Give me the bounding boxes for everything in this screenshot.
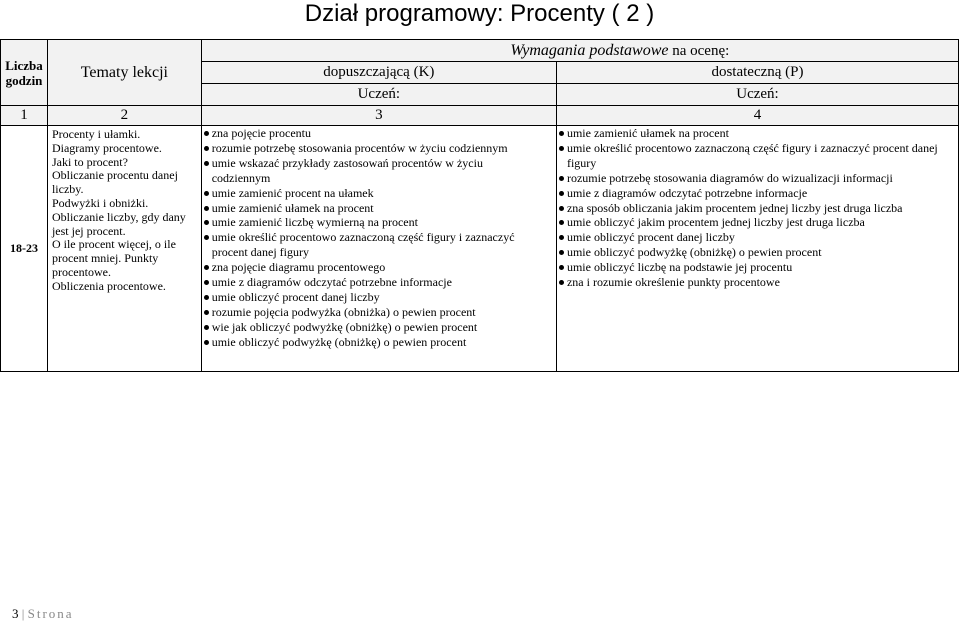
curriculum-table bbox=[0, 39, 959, 372]
student-p-label: Uczeń: bbox=[556, 84, 958, 106]
column-number-1: 1 bbox=[1, 106, 48, 126]
list-item: umie zamienić ułamek na procent bbox=[557, 126, 958, 141]
requirements-suffix: na ocenę: bbox=[668, 42, 730, 59]
list-item: umie obliczyć procent danej liczby bbox=[557, 230, 958, 245]
page-footer bbox=[12, 607, 74, 621]
lesson-item: O ile procent więcej, o ile procent mniej. Punkty procentowe. bbox=[51, 237, 176, 279]
footer-separator: | bbox=[18, 606, 28, 621]
list-item: umie wskazać przykłady zastosowań procentów w życiu codziennym bbox=[202, 156, 556, 186]
list-item: umie obliczyć podwyżkę (obniżkę) o pewien procent bbox=[557, 245, 958, 260]
list-item: umie określić procentowo zaznaczoną część figury i zaznaczyć procent danej figury bbox=[557, 141, 958, 171]
grade-k-header: dopuszczającą (K) bbox=[201, 62, 556, 84]
list-item: rozumie potrzebę stosowania diagramów do wizualizacji informacji bbox=[557, 171, 958, 186]
lesson-item: Diagramy procentowe. bbox=[51, 140, 162, 155]
list-item: umie z diagramów odczytać potrzebne informacje bbox=[202, 275, 556, 290]
topics-header: Tematy lekcji bbox=[47, 40, 201, 106]
column-number-4: 4 bbox=[556, 106, 958, 126]
list-item: zna pojęcie diagramu procentowego bbox=[202, 260, 556, 275]
column-number-3: 3 bbox=[201, 106, 556, 126]
list-item: umie obliczyć jakim procentem jednej liczby jest druga liczba bbox=[557, 215, 958, 230]
list-item: umie obliczyć procent danej liczby bbox=[202, 290, 556, 305]
list-item: zna sposób obliczania jakim procentem jednej liczby jest druga liczba bbox=[557, 201, 958, 216]
requirements-k-cell bbox=[201, 126, 556, 372]
list-item: umie z diagramów odczytać potrzebne informacje bbox=[557, 186, 958, 201]
page-title: Dział programowy: Procenty ( 2 ) bbox=[304, 0, 655, 27]
requirements-p-cell bbox=[556, 126, 958, 372]
hours-cell: 18-23 bbox=[1, 126, 48, 372]
list-item: umie obliczyć podwyżkę (obniżkę) o pewien procent bbox=[202, 335, 556, 350]
hours-header bbox=[1, 40, 48, 106]
requirements-k-list bbox=[202, 126, 556, 350]
hours-label-line1: Liczba bbox=[5, 57, 43, 73]
list-item: rozumie potrzebę stosowania procentów w życiu codziennym bbox=[202, 141, 556, 156]
requirements-header bbox=[201, 40, 958, 62]
table-row bbox=[1, 126, 959, 372]
lesson-item: Procenty i ułamki. bbox=[51, 127, 141, 141]
lesson-item: Obliczanie liczby, gdy dany jest jej procent. bbox=[51, 209, 186, 238]
list-item: umie zamienić ułamek na procent bbox=[202, 201, 556, 216]
list-item: zna pojęcie procentu bbox=[202, 126, 556, 141]
column-number-2: 2 bbox=[47, 106, 201, 126]
lesson-item: Obliczenia procentowe. bbox=[51, 278, 166, 293]
student-k-label: Uczeń: bbox=[201, 84, 556, 106]
lesson-item: Obliczanie procentu danej liczby. bbox=[51, 168, 178, 197]
list-item: umie zamienić procent na ułamek bbox=[202, 186, 556, 201]
list-item: rozumie pojęcia podwyżka (obniżka) o pewien procent bbox=[202, 305, 556, 320]
page-label: Strona bbox=[27, 606, 74, 621]
list-item: umie określić procentowo zaznaczoną część figury i zaznaczyć procent danej figury bbox=[202, 230, 556, 260]
lessons-cell bbox=[47, 126, 201, 372]
list-item: wie jak obliczyć podwyżkę (obniżkę) o pewien procent bbox=[202, 320, 556, 335]
list-item: umie zamienić liczbę wymierną na procent bbox=[202, 215, 556, 230]
lesson-item: Podwyżki i obniżki. bbox=[51, 195, 149, 210]
grade-p-header: dostateczną (P) bbox=[556, 62, 958, 84]
list-item: zna i rozumie określenie punkty procentowe bbox=[557, 275, 958, 290]
requirements-label: Wymagania podstawowe bbox=[510, 41, 669, 59]
page-number: 3 bbox=[12, 606, 19, 621]
list-item: umie obliczyć liczbę na podstawie jej procentu bbox=[557, 260, 958, 275]
lesson-item: Jaki to procent? bbox=[51, 154, 128, 169]
requirements-p-list bbox=[557, 126, 958, 290]
hours-label-line2: godzin bbox=[5, 72, 43, 88]
